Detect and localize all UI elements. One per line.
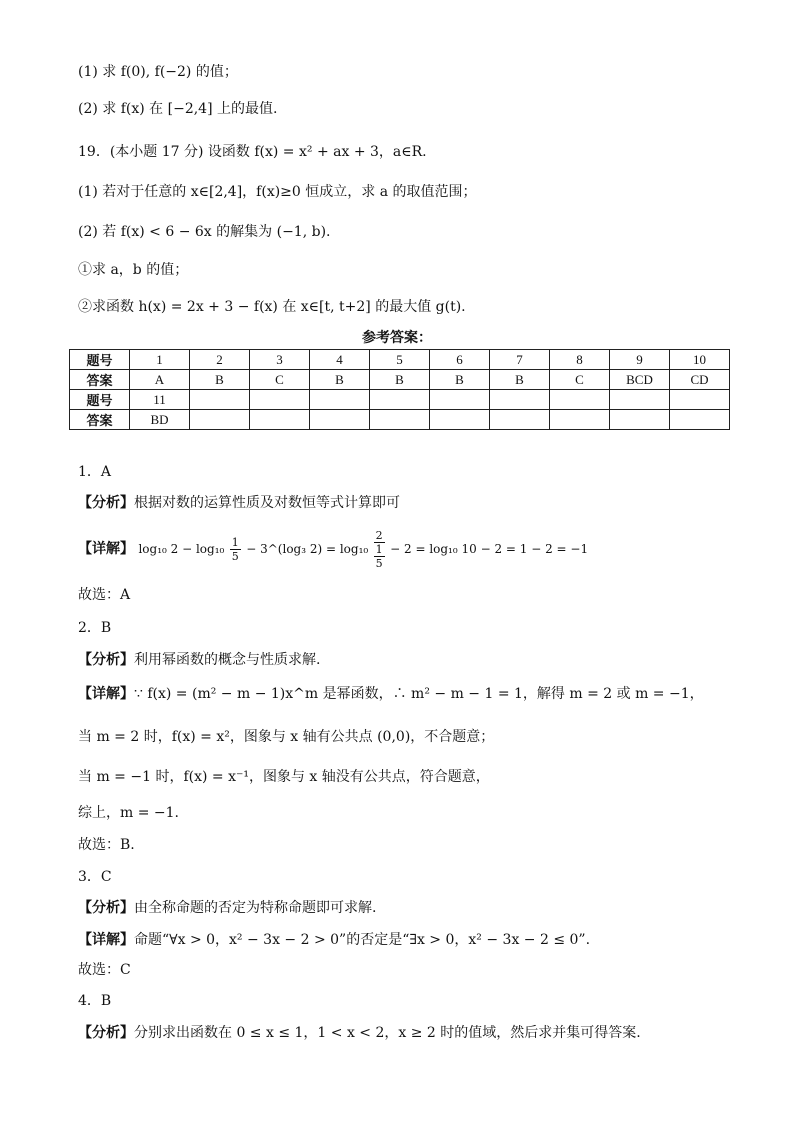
table-cell: C (550, 370, 610, 390)
table-cell: 7 (490, 350, 550, 370)
table-row (70, 350, 730, 370)
answer-table (69, 349, 730, 430)
table-cell: 9 (610, 350, 670, 370)
table-cell (370, 390, 430, 410)
table-cell (190, 410, 250, 430)
s2-case2: 当 m = −1 时，f(x) = x⁻¹，图象与 x 轴没有公共点，符合题意， (78, 769, 490, 785)
table-cell (310, 410, 370, 430)
table-cell: BD (130, 410, 190, 430)
fraction-one-fifth (230, 536, 241, 563)
s1-detail (78, 526, 588, 572)
analysis-text: 由全称命题的否定为特称命题即可求解. (134, 900, 377, 916)
table-cell: 11 (130, 390, 190, 410)
q18-part2: (2) 求 f(x) 在 [−2,4] 上的最值. (78, 101, 278, 117)
detail-text: ∵ f(x) = (m² − m − 1)x^m 是幂函数，∴ m² − m − 1 = 1，解得 m = 2 或 m = −1， (134, 686, 704, 702)
table-cell (670, 390, 730, 410)
table-row (70, 390, 730, 410)
s2-detail (78, 684, 704, 704)
s3-end: 故选：C (78, 962, 131, 978)
detail-text: 命题“∀x > 0，x² − 3x − 2 > 0”的否定是“∃x > 0，x² − 3x − 2 ≤ 0”. (134, 932, 591, 948)
detail-part-a: log₁₀ 2 − log₁₀ (138, 542, 225, 556)
table-cell: 3 (250, 350, 310, 370)
analysis-text: 利用幂函数的概念与性质求解. (134, 652, 321, 668)
analysis-label: 【分析】 (78, 652, 134, 668)
table-cell: B (370, 370, 430, 390)
frac-num: 2 (375, 528, 383, 542)
detail-part-b: − 3^(log₃ 2) = log₁₀ (246, 542, 369, 556)
table-cell (610, 390, 670, 410)
s4-analysis (78, 1023, 641, 1043)
table-cell: 1 (130, 350, 190, 370)
table-cell: C (250, 370, 310, 390)
table-cell (550, 410, 610, 430)
s1-analysis (78, 493, 400, 513)
table-cell: 6 (430, 350, 490, 370)
table-cell (490, 390, 550, 410)
table-cell: 2 (190, 350, 250, 370)
table-cell (490, 410, 550, 430)
analysis-text: 根据对数的运算性质及对数恒等式计算即可 (134, 495, 400, 511)
q19-stem: 19．(本小题 17 分) 设函数 f(x) = x² + ax + 3，a∈R. (78, 144, 427, 160)
s1-head: 1．A (78, 464, 112, 480)
s3-head: 3．C (78, 869, 112, 885)
table-cell: A (130, 370, 190, 390)
table-cell: 5 (370, 350, 430, 370)
s2-conclusion: 综上，m = −1. (78, 805, 179, 821)
row-header: 题号 (70, 350, 130, 370)
table-cell (370, 410, 430, 430)
table-cell: 8 (550, 350, 610, 370)
q19-sub1: ①求 a，b 的值； (78, 262, 189, 278)
detail-label: 【详解】 (78, 541, 134, 557)
table-cell (430, 390, 490, 410)
table-row (70, 410, 730, 430)
table-cell (190, 390, 250, 410)
table-cell (250, 390, 310, 410)
table-cell: B (310, 370, 370, 390)
table-cell (670, 410, 730, 430)
frac-inner-num: 1 (375, 542, 383, 556)
detail-label: 【详解】 (78, 686, 134, 702)
q18-part1: (1) 求 f(0), f(−2) 的值； (78, 64, 238, 80)
table-cell: B (490, 370, 550, 390)
table-cell: 4 (310, 350, 370, 370)
frac-den: 5 (231, 549, 239, 563)
table-cell: 10 (670, 350, 730, 370)
table-cell (430, 410, 490, 430)
row-header: 答案 (70, 370, 130, 390)
q19-sub2: ②求函数 h(x) = 2x + 3 − f(x) 在 x∈[t, t+2] 的最大值 g(t). (78, 299, 466, 315)
q19-part2: (2) 若 f(x) < 6 − 6x 的解集为 (−1, b). (78, 224, 331, 240)
analysis-label: 【分析】 (78, 495, 134, 511)
s2-head: 2．B (78, 620, 112, 636)
fraction-two-over-fifth (374, 529, 385, 570)
s1-end: 故选：A (78, 587, 131, 603)
frac-inner-den: 5 (375, 556, 383, 570)
table-cell (310, 390, 370, 410)
frac-num: 1 (231, 535, 239, 549)
analysis-text: 分别求出函数在 0 ≤ x ≤ 1，1 < x < 2，x ≥ 2 时的值域，然后求并集可得答案. (134, 1025, 641, 1041)
table-cell (550, 390, 610, 410)
s2-analysis (78, 650, 320, 670)
row-header: 题号 (70, 390, 130, 410)
analysis-label: 【分析】 (78, 1025, 134, 1041)
detail-part-c: − 2 = log₁₀ 10 − 2 = 1 − 2 = −1 (390, 542, 589, 556)
detail-label: 【详解】 (78, 932, 134, 948)
answer-title: 参考答案： (362, 330, 432, 346)
analysis-label: 【分析】 (78, 900, 134, 916)
s3-analysis (78, 898, 376, 918)
table-row (70, 370, 730, 390)
s2-case1: 当 m = 2 时，f(x) = x²，图象与 x 轴有公共点 (0,0)，不合题意； (78, 729, 495, 745)
table-cell: BCD (610, 370, 670, 390)
table-cell (610, 410, 670, 430)
s3-detail (78, 930, 590, 950)
s2-end: 故选：B. (78, 837, 135, 853)
table-cell: B (430, 370, 490, 390)
table-cell: CD (670, 370, 730, 390)
table-cell (250, 410, 310, 430)
table-cell: B (190, 370, 250, 390)
row-header: 答案 (70, 410, 130, 430)
q19-part1: (1) 若对于任意的 x∈[2,4]，f(x)≥0 恒成立，求 a 的取值范围； (78, 184, 477, 200)
s4-head: 4．B (78, 993, 112, 1009)
